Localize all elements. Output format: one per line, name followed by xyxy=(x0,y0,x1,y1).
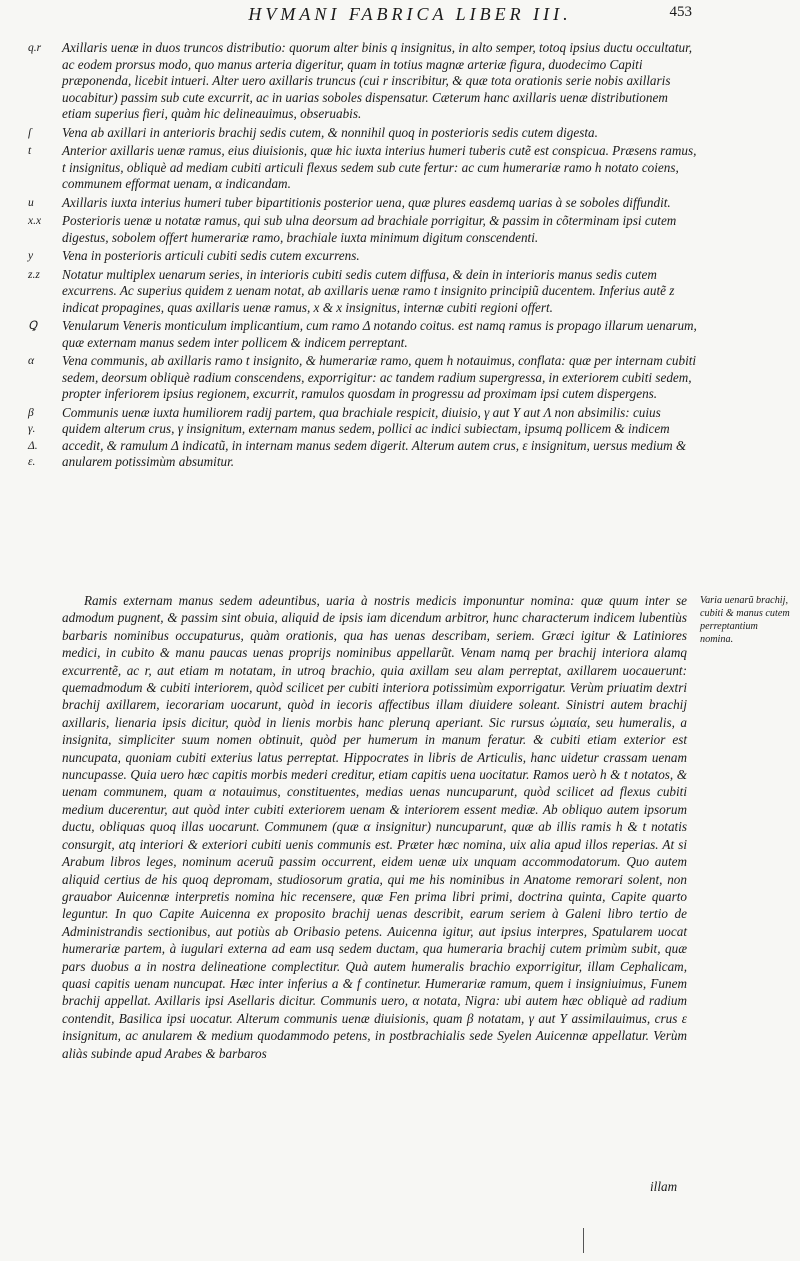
running-head: HVMANI FABRICA LIBER III. xyxy=(248,4,572,24)
entry-marker: α xyxy=(28,355,35,367)
entry-marker: Δ. xyxy=(28,439,38,452)
margin-note: Varia uenarũ brachij, cubiti & manus cutem perreptantium nomina. xyxy=(700,595,790,645)
legend-entry xyxy=(22,248,697,265)
legend-entries xyxy=(22,40,697,473)
entry-text: Communis uenæ iuxta humiliorem radij partem, qua brachiale respicit, diuisio, γ aut Υ aut Λ non absimilis: cuius quidem alterum crus, γ insignitum, externam manus sedem, pollici ac indici subiectam, ipsumq pollicem & indicem accedit, & ramulum Δ indicatũ, in internam manus sedem digerit. Alterum autem crus, ε insignitum, uersus medium & anularem potissimùm absumitur. xyxy=(62,404,687,469)
entry-text: Axillaris uenæ in duos truncos distributio: quorum alter binis q insignitus, in alto semper, totoq ipsius ductu occultatur, ac eodem prorsus modo, quo manus arteria digeritur, quam in totius magnæ arteriæ figura, duodecimo Capiti præponenda, licebit intueri. Alter uero axillaris truncus (cui r inscribitur, & quæ tota orationis serie nobis axillaris uocabitur) passim sub cute excurrit, ac in uarias soboles dispensatur. Cæterum hanc axillaris uenæ distributionem etiam superius fieri, quàm hic delineauimus, obseruabis. xyxy=(62,40,693,121)
legend-entry xyxy=(22,405,697,471)
legend-entry xyxy=(22,318,697,351)
entry-marker: Ꝗ xyxy=(28,320,38,332)
entry-marker: ſ xyxy=(28,126,32,139)
legend-entry xyxy=(22,125,697,142)
body-paragraph: Ramis externam manus sedem adeuntibus, uaria à nostris medicis imponuntur nomina: quæ quum inter se admodum pugnent, & passim sint obuia, aliquid de ipsis iam dicendum arbitror, hunc characterum indicem lubentiùs barbaris nominibus occupaturus, quàm orationis, qua has uenas describam, seriem. Græci igitur & Latiniores medici, in cubito & manu paucas uenas proprijs nominibus appellarũt. Venam namq per brachij interiora alamq excurrentẽ, ac r, aut etiam m notatam, in utroq brachio, quia axillam seu alam perreptat, axillarem uocauerunt: quemadmodum & cubiti interiorem, quòd scilicet per cubiti interiora potissimùm exporrigatur. Verùm priuatim dextri brachij axillarem, iecorariam uocarunt, quòd in iecoris affectibus illam diuidere soleant. Sinistri autem brachij axillaris, lienaria ipsis dicitur, quòd in lienis morbis hanc plerunq aperiant. Sic rursus ὠμιαία, seu humeralis, a insignita, simpliciter suum nomen obtinuit, quòd per humerum in manum feratur. & cubiti etiam exterior est nuncupata, quoniam cubiti exterius latus perreptat. Hippocrates in libris de Articulis, hanc uidetur crassam uenam nuncupasse. Quia uero hæc capitis morbis mederi creditur, etiam capitis uena uocitatur. Ramos uerò h & t notatos, & uenam communem, quam α notauimus, constituentes, medias uenas nuncuparunt, quòd scilicet ad flexus cubiti medium ducerentur, aut quòd inter cubiti exteriorem uenam & interiorem essent mediæ. Ab obliquo autem ipsorum ductu, obliquas quoq illas uocarunt. Communem (quæ α insignitur) nuncuparunt, quæ ab illis ramis h & t notatis consurgit, atq interiori & exteriori cubiti uenis communis est. Præter hæc nomina, uix alia apud illos reperias. At si Arabum libros leges, nominum aceruũ passim occurrent, eidem uenæ uix unquam accommodatorum. Quo autem aliquid certius de his quoq depromam, studiosorum gratia, qui me his nominibus in Anatome remorari solent, non grauabor Auicennæ interpretis nomina hic recensere, quæ Fen prima libri primi, doctrina quinta, Capite quarto leguntur. In quo Capite Auicenna ex proposito brachij uenas describit, earum seriem à Galeni libro tertio de Administrandis sectionibus, aut potiùs ab Oribasio petens. Auicenna igitur, aut ipsius interpres, Spatularem uocat humerariæ partem, à iugulari externa ad eam usq sedem ductam, qua humeraria brachij cutem primùm subit, quæ pars duobus a in nostra delineatione complectitur. Quà autem humeralis brachio exporrigitur, illam Cephalicam, quasi capitis uenam nuncupat. Hæc inter inferius a & f continetur. Humerariæ ramum, quem i insigniuimus, Funem brachij appellat. Axillaris ipsi Asellaris dicitur. Communis uero, α notata, Nigra: ubi autem hæc obliquè ad radium contendit, Basilica ipsi uocatur. Alterum communis uenæ diuisionis, quam β notatam, γ aut Υ assimilauimus, crus ε insignitum, ac anularem & medium quodammodo petens, in postbrachialis sede Syelen Auicennæ appellatur. Verùm aliàs subinde apud Arabes & barbaros xyxy=(62,593,687,1061)
legend-entry xyxy=(22,267,697,317)
entry-marker xyxy=(28,405,58,471)
entry-marker: z.z xyxy=(28,268,40,281)
entry-marker: q.r xyxy=(28,42,42,54)
entry-marker: u xyxy=(28,196,34,209)
gutter-mark xyxy=(583,1228,584,1253)
entry-text: Vena ab axillari in anterioris brachij sedis cutem, & nonnihil quoq in posterioris sedis cutem digesta. xyxy=(62,124,598,140)
legend-entry xyxy=(22,195,697,212)
entry-text: Notatur multiplex uenarum series, in interioris cubiti sedis cutem diffusa, & dein in interioris manus sedis cutem excurrens. Ac superius quidem z uenam notat, ab axillaris uenæ ramo t insignito principiũ ducentem. Inferius autẽ z indicat propagines, quas axillaris uenæ ramus, x & x insignitus, internæ cubiti regioni offert. xyxy=(62,266,675,315)
entry-text: Axillaris iuxta interius humeri tuber bipartitionis posterior uena, quæ plures easdemq uarias à se soboles diffundit. xyxy=(62,194,671,210)
legend-entry xyxy=(22,213,697,246)
entry-text: Vena communis, ab axillaris ramo t insignito, & humerariæ ramo, quem h notauimus, conflata: quæ per internam cubiti sedem, deorsum obliquè radium conscendens, exporrigitur: ac tandem radium supergressa, in exteriorem cubiti sedem, propter inferiorem ipsius regionem, excurrit, ramulos quosdam in progressu ad proximam ipsi cutem dispergens. xyxy=(62,353,697,401)
page-number: 453 xyxy=(669,4,692,20)
entry-marker: β xyxy=(28,406,34,419)
legend-entry xyxy=(22,143,697,193)
entry-marker: ε. xyxy=(28,456,36,468)
legend-entry xyxy=(22,353,697,403)
entry-text: Anterior axillaris uenæ ramus, eius diuisionis, quæ hic iuxta interius humeri tuberis cutẽ est conspicua. Præsens ramus, t insignitus, obliquè ad mediam cubiti articuli flexus sedem sub cute fertur: ac cum humerariæ ramo h notato coiens, communem efformat uenam, α indicandam. xyxy=(62,143,697,191)
entry-text: Posterioris uenæ u notatæ ramus, qui sub ulna deorsum ad brachiale porrigitur, & passim in cõterminam ipsi cutem digestus, sobolem offert humerariæ ramo, brachiale iuxta minimum digitum conscendenti. xyxy=(62,213,677,245)
entry-marker: x.x xyxy=(28,215,42,227)
entry-text: Venularum Veneris monticulum implicantium, cum ramo Δ notando coitus. est namq ramus is propago illarum uenarum, quæ externam manus sedem inter pollicem & indicem perreptant. xyxy=(62,318,697,350)
catchword: illam xyxy=(650,1179,678,1194)
entry-marker: y xyxy=(28,250,34,262)
entry-marker: γ. xyxy=(28,423,36,435)
entry-text: Vena in posterioris articuli cubiti sedis cutem excurrens. xyxy=(62,248,360,263)
entry-marker: t xyxy=(28,145,32,157)
legend-entry xyxy=(22,40,697,123)
